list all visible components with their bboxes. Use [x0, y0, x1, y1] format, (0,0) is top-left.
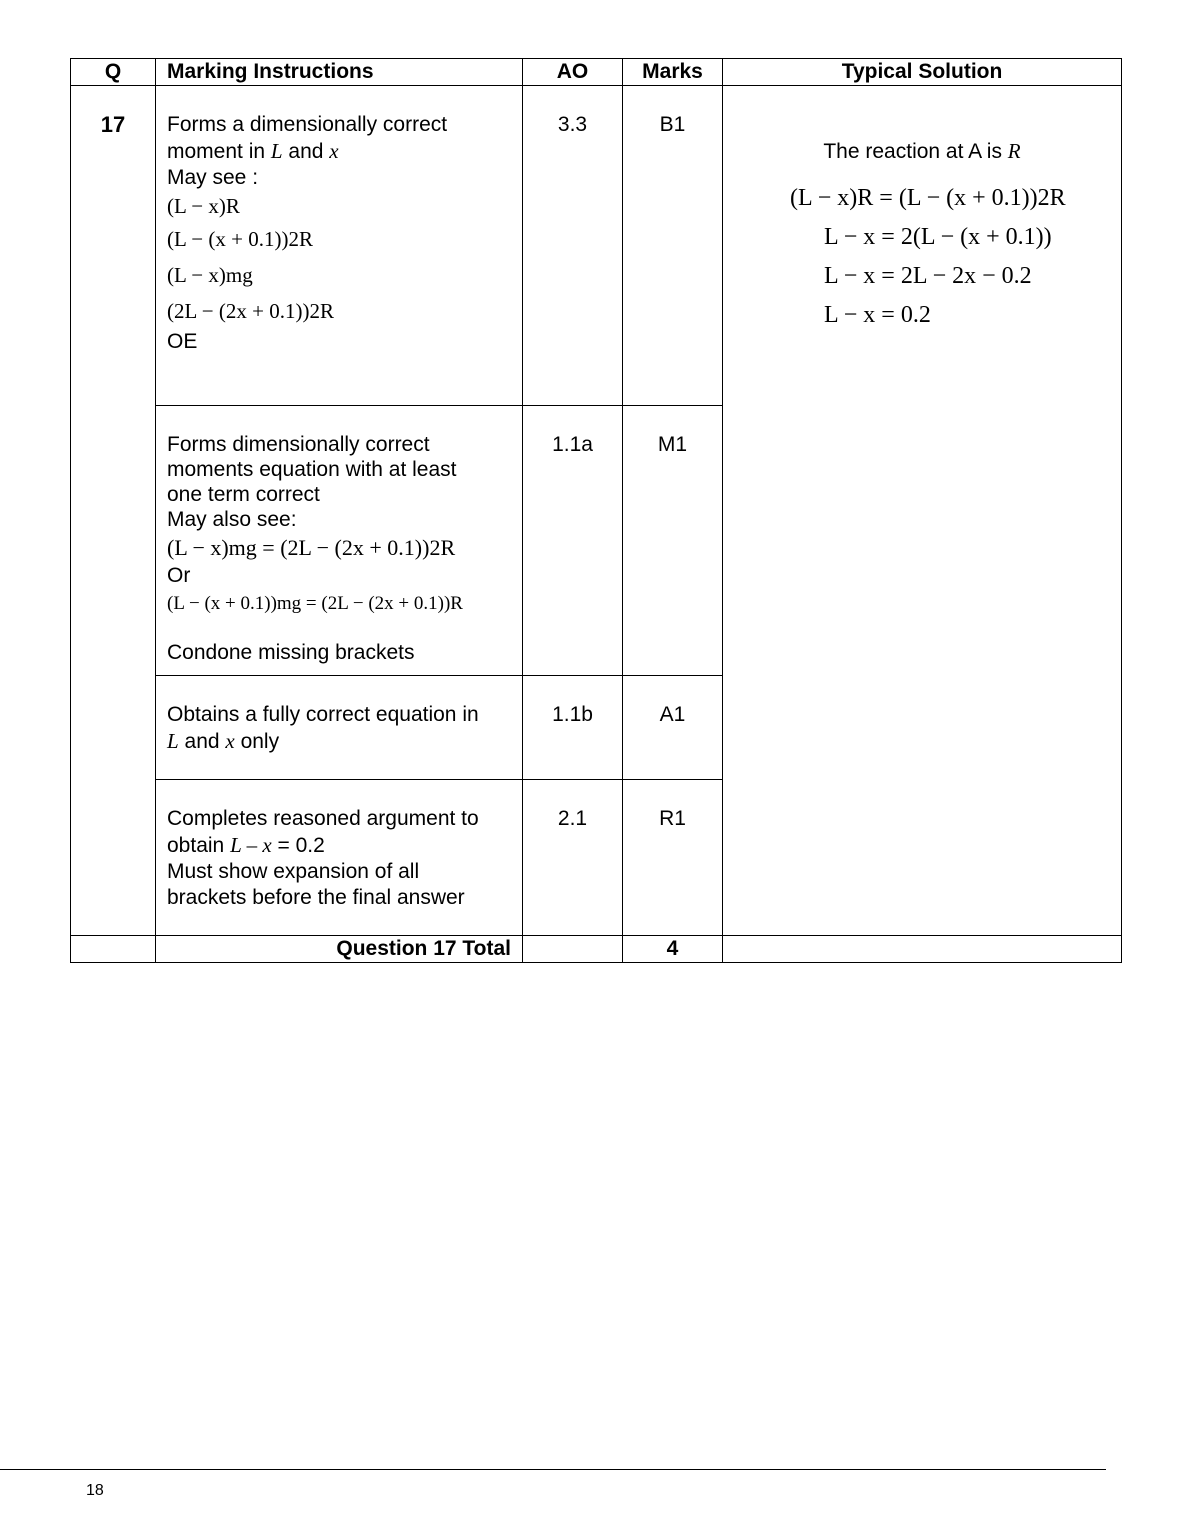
- ao-value: 3.3: [523, 86, 623, 406]
- instruction-text: Forms a dimensionally correct: [167, 113, 448, 136]
- mark-scheme-table: [70, 58, 1122, 963]
- expression: (L − (x + 0.1))mg = (2L − (2x + 0.1))R: [167, 593, 463, 614]
- or-label: Or: [167, 564, 191, 587]
- instruction-text: moment in L and x: [167, 139, 339, 163]
- instruction-text: Must show expansion of all: [167, 860, 420, 883]
- expression: (L − x)mg = (2L − (2x + 0.1))2R: [167, 535, 456, 560]
- solution-steps: [723, 179, 1121, 335]
- marking-instruction-cell: [156, 86, 523, 406]
- mark-value: B1: [623, 86, 723, 406]
- question-total-marks: 4: [623, 936, 723, 963]
- solution-step: (L − x)R = (L − (x + 0.1))2R: [790, 185, 1066, 211]
- solution-step: L − x = 0.2: [824, 302, 931, 328]
- total-empty-cell: [723, 936, 1122, 963]
- expression: (2L − (2x + 0.1))2R: [167, 299, 334, 323]
- question-number: 17: [71, 86, 156, 936]
- solution-step: L − x = 2L − 2x − 0.2: [824, 263, 1032, 289]
- marking-instruction-cell: [156, 780, 523, 936]
- marking-instruction-cell: [156, 406, 523, 676]
- header-ao: AO: [523, 59, 623, 86]
- page-number: 18: [86, 1482, 104, 1499]
- ao-value: 1.1b: [523, 676, 623, 780]
- oe-label: OE: [167, 330, 198, 353]
- mark-value: M1: [623, 406, 723, 676]
- instruction-text: L and x only: [167, 729, 280, 753]
- instruction-text: one term correct: [167, 483, 320, 506]
- instruction-text: Obtains a fully correct equation in: [167, 703, 479, 726]
- total-empty-cell: [71, 936, 156, 963]
- ao-value: 1.1a: [523, 406, 623, 676]
- solution-step: L − x = 2(L − (x + 0.1)): [824, 224, 1052, 250]
- may-also-see-label: May also see:: [167, 508, 297, 531]
- header-row: [71, 59, 1122, 86]
- instruction-text: Completes reasoned argument to: [167, 807, 479, 830]
- marking-instruction-cell: [156, 676, 523, 780]
- total-empty-cell: [523, 936, 623, 963]
- condone-note: Condone missing brackets: [167, 641, 415, 664]
- instruction-text: obtain L – x = 0.2: [167, 833, 325, 857]
- footer-divider: [0, 1469, 1106, 1470]
- ao-value: 2.1: [523, 780, 623, 936]
- instruction-text: moments equation with at least: [167, 458, 457, 481]
- expression: (L − (x + 0.1))2R: [167, 227, 313, 251]
- instruction-text: Forms dimensionally correct: [167, 433, 430, 456]
- header-marks: Marks: [623, 59, 723, 86]
- expression: (L − x)R: [167, 194, 240, 218]
- mark-value: A1: [623, 676, 723, 780]
- header-q: Q: [71, 59, 156, 86]
- expression: (L − x)mg: [167, 263, 253, 287]
- may-see-label: May see :: [167, 166, 259, 189]
- solution-intro: The reaction at A is R: [823, 139, 1021, 163]
- total-row: [71, 936, 1122, 963]
- question-total-label: Question 17 Total: [156, 936, 523, 963]
- header-typical-solution: Typical Solution: [723, 59, 1122, 86]
- instruction-text: brackets before the final answer: [167, 886, 465, 909]
- header-marking-instructions: Marking Instructions: [156, 59, 523, 86]
- typical-solution-cell: [723, 86, 1122, 936]
- table-row: [71, 86, 1122, 406]
- mark-value: R1: [623, 780, 723, 936]
